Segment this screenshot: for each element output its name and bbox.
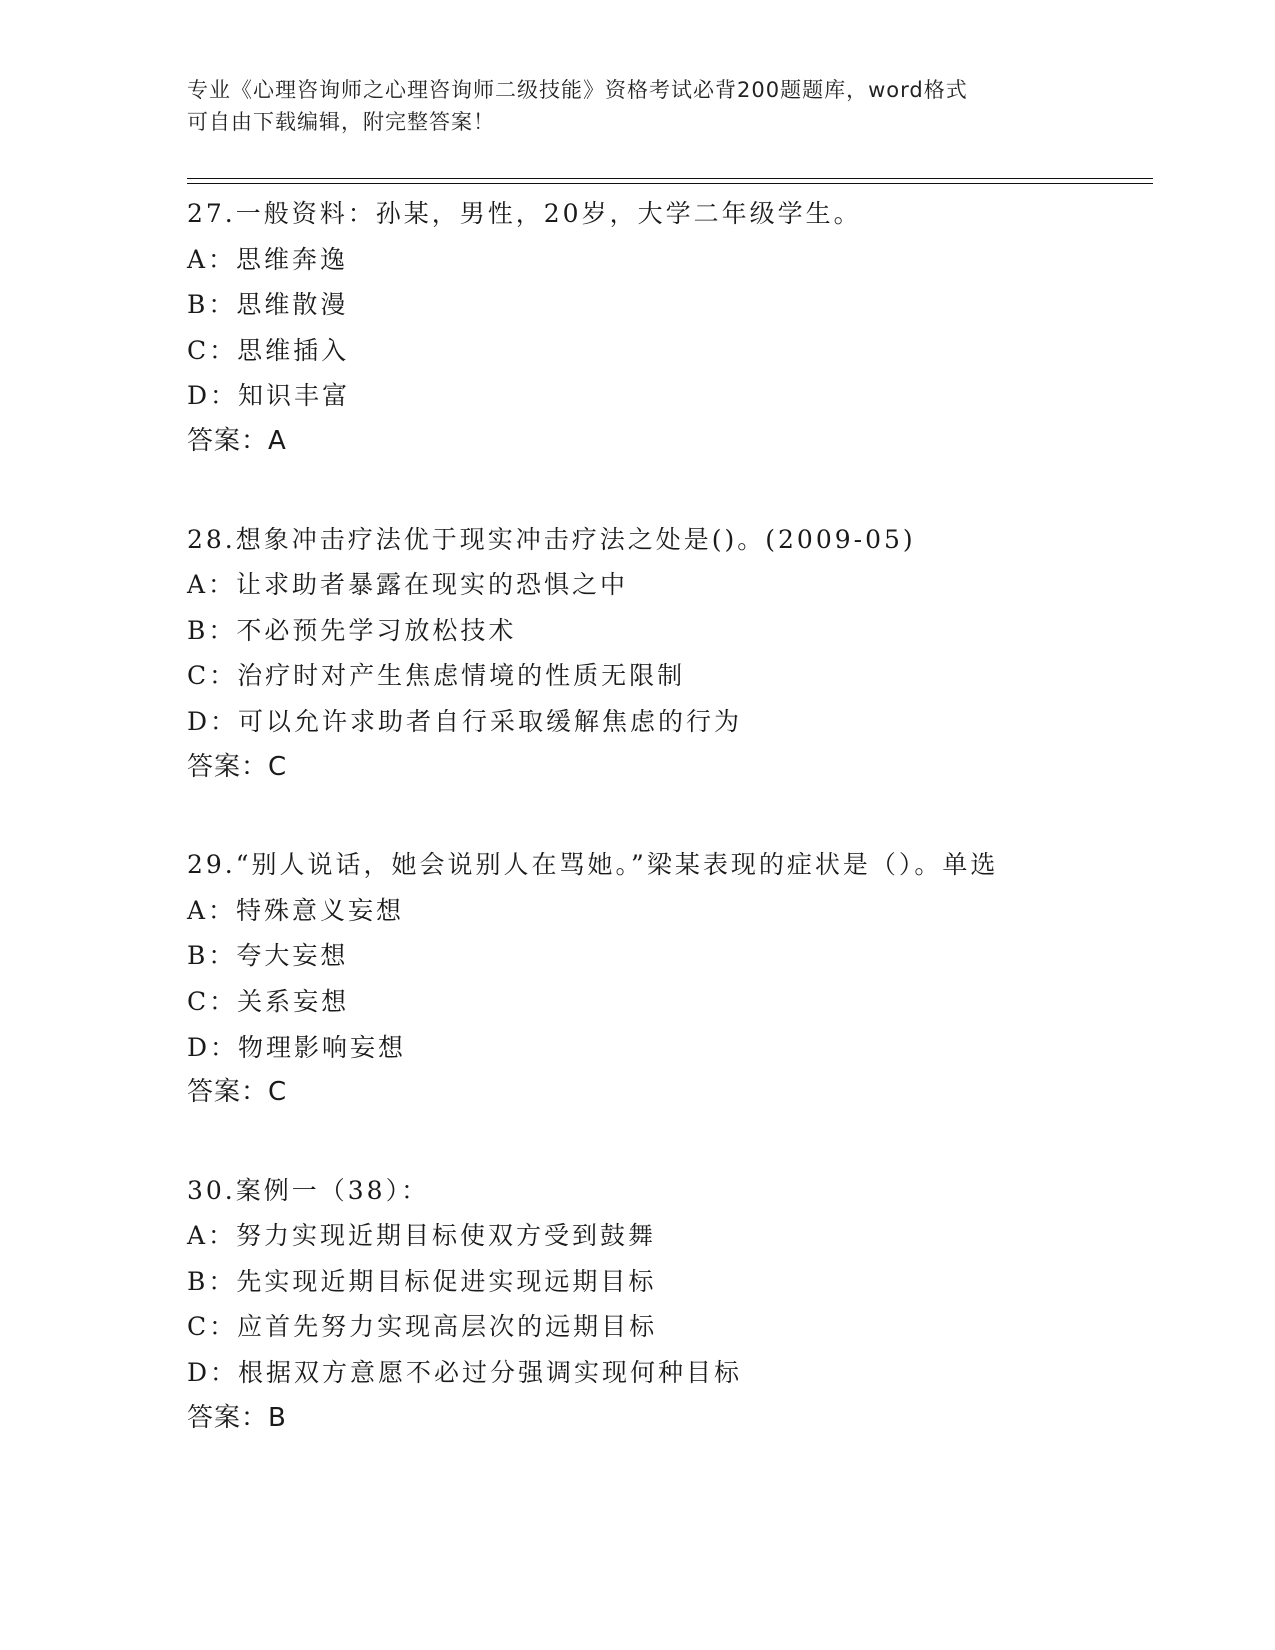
option-a: A：思维奔逸 [187,244,349,274]
option-c: C：治疗时对产生焦虑情境的性质无限制 [187,661,686,691]
answer-label: 答案：B [187,1402,287,1433]
question-28 [187,517,1187,791]
option-d: D：根据双方意愿不必过分强调实现何种目标 [187,1358,743,1388]
question-stem: 29.“别人说话，她会说别人在骂她。”梁某表现的症状是（）。单选 [187,850,999,880]
question-list [187,191,1187,1493]
option-c: C：关系妄想 [187,986,350,1016]
option-a: A：努力实现近期目标使双方受到鼓舞 [187,1221,657,1251]
question-stem: 27.一般资料：孙某，男性，20岁，大学二年级学生。 [187,199,862,228]
header-line-1: 专业《心理咨询师之心理咨询师二级技能》资格考试必背200题题库，word格式 [187,78,968,102]
document-header [187,74,1087,138]
answer-label: 答案：C [187,751,288,782]
question-29 [187,842,1187,1116]
question-30 [187,1168,1187,1442]
option-b: B：先实现近期目标促进实现远期目标 [187,1266,657,1296]
question-27 [187,191,1187,465]
header-line-2: 可自由下载编辑，附完整答案！ [187,110,495,134]
question-stem: 28.想象冲击疗法优于现实冲击疗法之处是()。(2009-05) [187,524,916,554]
option-b: B：思维散漫 [187,290,349,320]
answer-label: 答案：A [187,425,287,456]
header-divider-bottom [187,183,1153,184]
option-d: D：物理影响妄想 [187,1032,407,1062]
question-stem: 30.案例一（38）： [187,1175,430,1205]
answer-label: 答案：C [187,1077,288,1108]
option-d: D：知识丰富 [187,381,351,411]
option-a: A：特殊意义妄想 [187,895,405,925]
header-divider-top [187,178,1153,179]
option-c: C：思维插入 [187,335,350,365]
option-b: B：不必预先学习放松技术 [187,615,517,645]
option-b: B：夸大妄想 [187,941,349,971]
option-a: A：让求助者暴露在现实的恐惧之中 [187,570,629,600]
option-c: C：应首先努力实现高层次的远期目标 [187,1312,658,1342]
option-d: D：可以允许求助者自行采取缓解焦虑的行为 [187,706,743,736]
